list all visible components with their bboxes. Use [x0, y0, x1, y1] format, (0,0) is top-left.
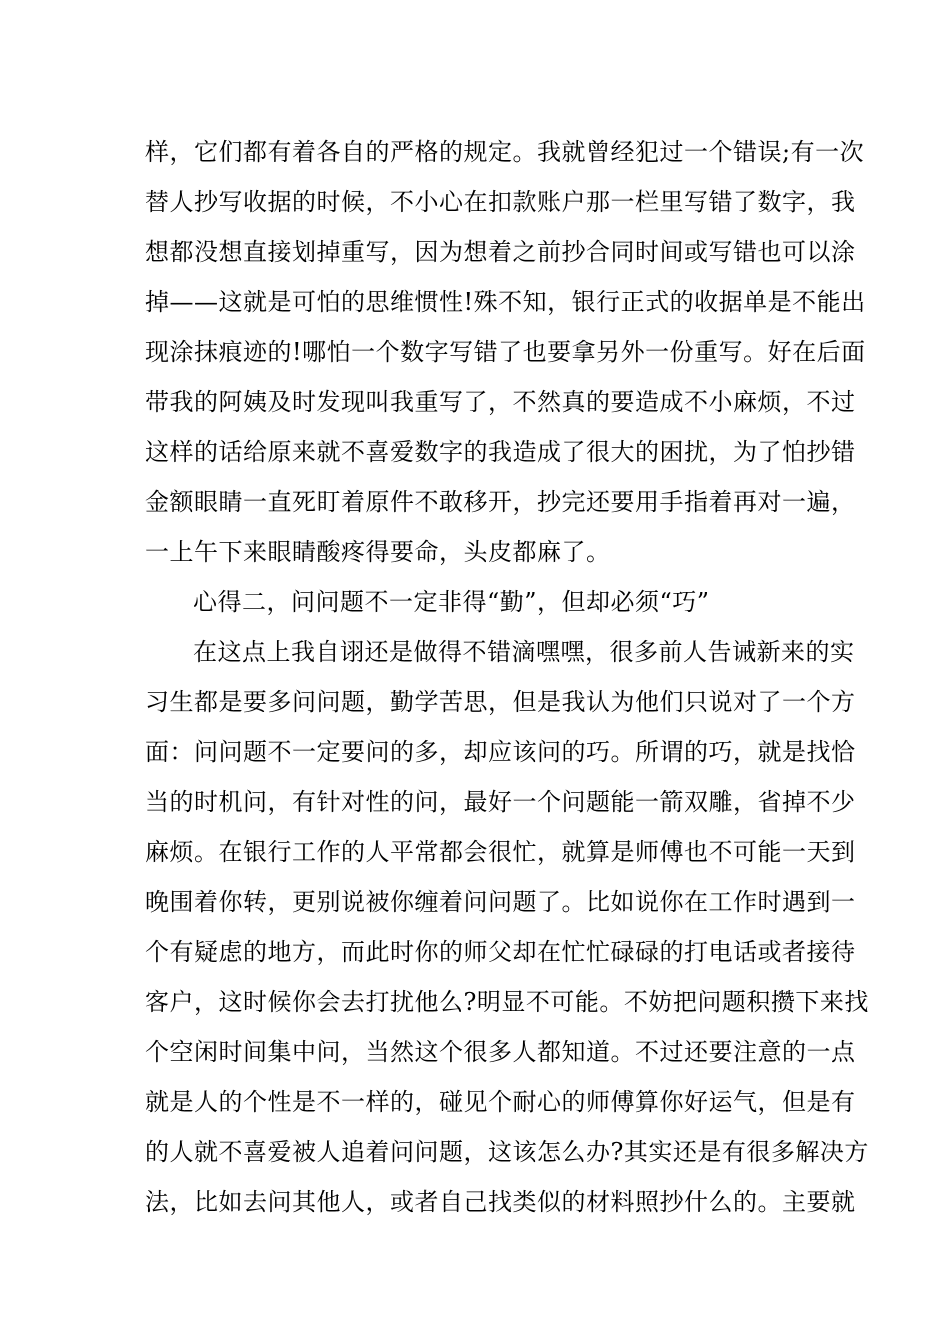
text-line: 现涂抹痕迹的!哪怕一个数字写错了也要拿另外一份重写。好在后面 [145, 338, 866, 366]
text-line: 晚围着你转，更别说被你缠着问问题了。比如说你在工作时遇到一 [145, 888, 856, 916]
text-line: 麻烦。在银行工作的人平常都会很忙，就算是师傅也不可能一天到 [145, 838, 856, 866]
text-line: 当的时机问，有针对性的问，最好一个问题能一箭双雕，省掉不少 [145, 788, 856, 816]
section-heading: 心得二，问问题不一定非得“勤”，但却必须“巧” [193, 588, 710, 616]
text-line: 习生都是要多问问题，勤学苦思，但是我认为他们只说对了一个方 [145, 688, 856, 716]
text-line: 带我的阿姨及时发现叫我重写了，不然真的要造成不小麻烦，不过 [145, 388, 856, 416]
text-line: 个空闲时间集中问，当然这个很多人都知道。不过还要注意的一点 [145, 1038, 856, 1066]
text-line: 法，比如去问其他人，或者自己找类似的材料照抄什么的。主要就 [145, 1188, 856, 1216]
text-line: 就是人的个性是不一样的，碰见个耐心的师傅算你好运气，但是有 [145, 1088, 856, 1116]
text-line: 个有疑虑的地方，而此时你的师父却在忙忙碌碌的打电话或者接待 [145, 938, 856, 966]
text-line: 金额眼睛一直死盯着原件不敢移开，抄完还要用手指着再对一遍， [145, 488, 856, 516]
text-line: 一上午下来眼睛酸疼得要命，头皮都麻了。 [145, 538, 611, 566]
body-text [145, 127, 869, 1227]
text-line: 替人抄写收据的时候，不小心在扣款账户那一栏里写错了数字，我 [145, 188, 856, 216]
text-line: 客户，这时候你会去打扰他么?明显不可能。不妨把问题积攒下来找 [145, 988, 869, 1016]
text-line: 样，它们都有着各自的严格的规定。我就曾经犯过一个错误;有一次 [145, 138, 865, 166]
text-line: 的人就不喜爱被人追着问问题，这该怎么办?其实还是有很多解决方 [145, 1138, 869, 1166]
text-line: 想都没想直接划掉重写，因为想着之前抄合同时间或写错也可以涂 [145, 238, 856, 266]
text-line: 面：问问题不一定要问的多，却应该问的巧。所谓的巧，就是找恰 [145, 738, 856, 766]
text-line: 掉——这就是可怕的思维惯性!殊不知，银行正式的收据单是不能出 [145, 288, 866, 316]
text-line: 这样的话给原来就不喜爱数字的我造成了很大的困扰，为了怕抄错 [145, 438, 856, 466]
paragraph-first-line: 在这点上我自诩还是做得不错滴嘿嘿，很多前人告诫新来的实 [193, 638, 855, 666]
